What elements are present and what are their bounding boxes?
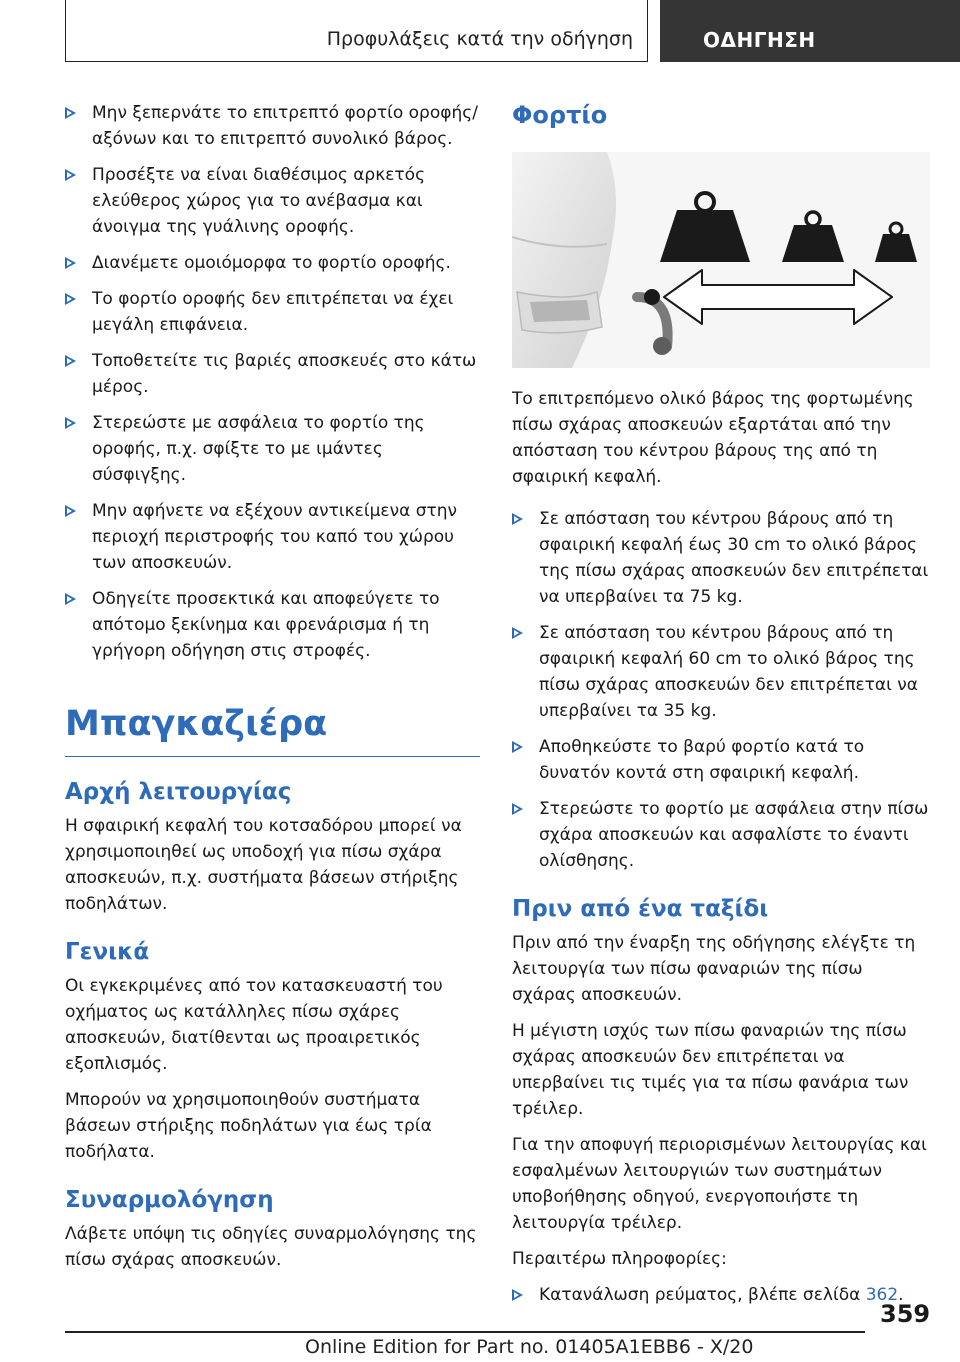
triangle-bullet-icon [512,741,523,753]
triangle-bullet-icon [512,803,523,815]
triangle-bullet-icon [65,107,76,119]
section-heading-principle: Αρχή λειτουργίας [65,779,292,805]
paragraph: Η σφαιρική κεφαλή του κοτσαδόρου μπορεί να χρησιμοποιηθεί ως υποδοχή για πίσω σχάρα αποσκευών, π.χ. συστήματα βάσεων στήριξης ποδηλάτων. [65,816,462,914]
load-rules-list [512,506,930,874]
main-heading: Μπαγκαζιέρα [65,702,480,757]
footer-divider [65,1331,865,1333]
triangle-bullet-icon [512,513,523,525]
list-item: Μην αφήνετε να εξέχουν αντικείμενα στην περιοχή περιστροφής του καπό του χώρου των αποσκευών. [65,498,480,576]
triangle-bullet-icon [65,293,76,305]
paragraph: Η μέγιστη ισχύς των πίσω φαναριών της πίσω σχάρας αποσκευών δεν επιτρέπεται να υπερβαίνει τις τιμές για τα πίσω φανάρια των τρέιλερ. [512,1021,909,1119]
section-heading-assembly: Συναρμολόγηση [65,1187,274,1213]
section-title-box [65,0,648,62]
edition-note: Online Edition for Part no. 01405A1EBB6 - X/20 [305,1336,754,1358]
list-item: Οδηγείτε προσεκτικά και αποφεύγετε το απότομο ξεκίνημα και φρενάρισμα ή τη γρήγορη οδήγηση στις στροφές. [65,586,480,664]
more-info-list [512,1282,930,1308]
left-column [65,100,480,1283]
page-number: 359 [880,1300,931,1328]
triangle-bullet-icon [65,257,76,269]
paragraph: Περαιτέρω πληροφορίες: [512,1249,727,1269]
chapter-title: ΟΔΗΓΗΣΗ [703,28,816,52]
list-item: Σε απόσταση του κέντρου βάρους από τη σφαιρική κεφαλή 60 cm το ολικό βάρος της πίσω σχάρας αποσκευών δεν επιτρέπεται να υπερβαίνει τα 35 kg. [512,620,930,724]
list-item: Κατανάλωση ρεύματος, βλέπε σελίδα 362. [512,1282,930,1308]
page-reference-link[interactable]: 362 [865,1285,899,1305]
list-item: Μην ξεπερνάτε το επιτρεπτό φορτίο οροφής/αξόνων και το επιτρεπτό συνολικό βάρος. [65,100,480,152]
roof-load-list [65,100,480,664]
list-item: Τοποθετείτε τις βαριές αποσκευές στο κάτω μέρος. [65,348,480,400]
right-column [512,100,930,1318]
list-item: Σε απόσταση του κέντρου βάρους από τη σφαιρική κεφαλή έως 30 cm το ολικό βάρος της πίσω σχάρας αποσκευών δεν επιτρέπεται να υπερβαίνει τα 75 kg. [512,506,930,610]
section-heading-load: Φορτίο [512,101,608,129]
list-item: Διανέμετε ομοιόμορφα το φορτίο οροφής. [65,250,480,276]
list-item: Προσέξτε να είναι διαθέσιμος αρκετός ελεύθερος χώρος για το ανέβασμα και άνοιγμα της γυάλινης οροφής. [65,162,480,240]
tow-bar-load-illustration [512,152,930,368]
list-item: Αποθηκεύστε το βαρύ φορτίο κατά το δυνατόν κοντά στη σφαιρική κεφαλή. [512,734,930,786]
triangle-bullet-icon [65,593,76,605]
paragraph: Μπορούν να χρησιμοποιηθούν συστήματα βάσεων στήριξης ποδηλάτων για έως τρία ποδήλατα. [65,1090,432,1162]
triangle-bullet-icon [512,627,523,639]
section-title: Προφυλάξεις κατά την οδήγηση [326,28,633,50]
list-item: Το φορτίο οροφής δεν επιτρέπεται να έχει μεγάλη επιφάνεια. [65,286,480,338]
paragraph: Οι εγκεκριμένες από τον κατασκευαστή του οχήματος ως κατάλληλες πίσω σχάρες αποσκευών, διατίθενται ως προαιρετικός εξοπλισμός. [65,976,443,1074]
triangle-bullet-icon [65,355,76,367]
figure-caption: Το επιτρεπόμενο ολικό βάρος της φορτωμένης πίσω σχάρας αποσκευών εξαρτάται από την απόσταση του κέντρου βάρους της από τη σφαιρική κεφαλή. [512,389,914,487]
list-item: Στερεώστε το φορτίο με ασφάλεια στην πίσω σχάρα αποσκευών και ασφαλίστε το έναντι ολίσθησης. [512,796,930,874]
triangle-bullet-icon [65,505,76,517]
list-item: Στερεώστε με ασφάλεια το φορτίο της οροφής, π.χ. σφίξτε το με ιμάντες σύσφιγξης. [65,410,480,488]
paragraph: Για την αποφυγή περιορισμένων λειτουργίας και εσφαλμένων λειτουργιών των συστημάτων υποβοήθησης οδηγού, ενεργοποιήστε τη λειτουργία τρέιλερ. [512,1135,927,1233]
page-header [65,0,960,64]
section-heading-before-trip: Πριν από ένα ταξίδι [512,896,769,922]
paragraph: Λάβετε υπόψη τις οδηγίες συναρμολόγησης της πίσω σχάρας αποσκευών. [65,1224,477,1270]
triangle-bullet-icon [65,169,76,181]
triangle-bullet-icon [512,1289,523,1301]
section-heading-general: Γενικά [65,939,150,965]
chapter-tab [660,0,960,62]
triangle-bullet-icon [65,417,76,429]
paragraph: Πριν από την έναρξη της οδήγησης ελέγξτε τη λειτουργία των πίσω φαναριών της πίσω σχάρας αποσκευών. [512,933,916,1005]
